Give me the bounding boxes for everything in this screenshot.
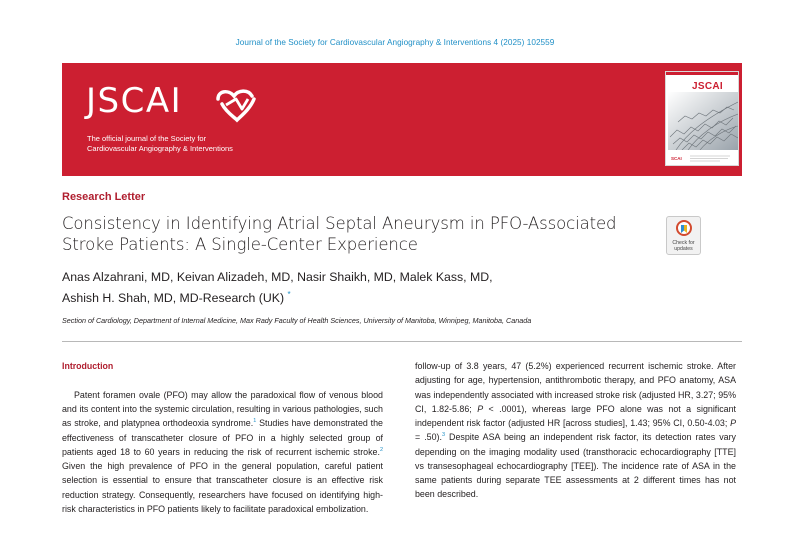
authors-line-2-text: Ashish H. Shah, MD, MD-Research (UK): [62, 291, 285, 306]
citation-3[interactable]: 3: [441, 432, 446, 439]
journal-cover-thumbnail[interactable]: [665, 71, 739, 166]
affiliation: Section of Cardiology, Department of Internal Medicine, Max Rady Faculty of Health Sciences, University of Manitoba, Winnipeg, Manitoba, Canada: [62, 316, 532, 325]
intro-text-3: Given the high prevalence of PFO in the general population, careful patient selection is essential to ensure that transcatheter closure is an effective risk reduction strategy. Consequently, researchers have focused on identifying high-risk characteristics in PFO patients likely to facilitate paradoxical embolization.: [62, 461, 383, 514]
cover-foot-text: [690, 155, 734, 164]
right-column: [415, 359, 736, 502]
results-text-1: follow-up of 3.8 years, 47 (5.2%) experienced recurrent ischemic stroke. After adjusting for age, hypertension, antithrombotic therapy, and PFO anatomy, ASA was independently associated with increased stroke risk (adjusted HR, 3.27; 95% CI, 1.82-5.86;: [415, 361, 736, 414]
authors-line-1: Anas Alzahrani, MD, Keivan Alizadeh, MD, Nasir Shaikh, MD, Malek Kass, MD,: [62, 270, 493, 284]
article-title: [62, 213, 632, 255]
article-type: Research Letter: [62, 191, 146, 203]
citation-1[interactable]: 1: [253, 418, 257, 425]
cover-fine-print: [690, 155, 734, 163]
left-column: [62, 359, 383, 516]
tagline-line-2: Cardiovascular Angiography & Interventions: [87, 144, 233, 153]
authors-line-2: [62, 286, 622, 307]
introduction-heading: Introduction: [62, 361, 114, 371]
results-paragraph: [415, 359, 736, 502]
cover-band: [666, 72, 738, 75]
tagline-line-1: The official journal of the Society for: [87, 134, 207, 143]
journal-banner: [62, 63, 742, 176]
corresponding-author-marker[interactable]: *: [287, 290, 291, 299]
p-value-symbol-2: P: [730, 418, 736, 428]
results-text-3: = .50).: [415, 432, 442, 443]
check-for-updates-button[interactable]: [666, 216, 701, 255]
banner-tagline: [87, 134, 307, 154]
results-text-4: Despite ASA being an independent risk factor, its detection rates vary depending on the imaging modality used (transthoracic echocardiography [TTE] vs transesophageal echocardiography [TEE]). The incidence rate of ASA in the same patients during separate TEE assessments at 2 different times has not been described.: [415, 432, 736, 500]
introduction-paragraph: [62, 388, 383, 516]
cover-logo: JSCAI: [692, 81, 723, 92]
results-text-2: < .0001), whereas large PFO alone was not a significant independent risk factor (adjusted HR [across studies], 1.43; 95% CI, 0.50-4.03;: [415, 403, 737, 428]
author-list: [62, 268, 622, 307]
heart-logo-icon: [214, 87, 264, 123]
cover-foot-logo: SCAI: [671, 156, 682, 161]
divider: [62, 341, 742, 342]
bookmark-icon: [676, 220, 692, 239]
check-updates-line-1: Check for: [672, 240, 695, 246]
cover-stent-image: [668, 92, 738, 150]
citation-2[interactable]: 2: [379, 446, 383, 453]
journal-reference[interactable]: Journal of the Society for Cardiovascular Angiography & Interventions 4 (2025) 102559: [235, 38, 555, 47]
jscai-logo: JSCAI: [86, 81, 183, 121]
title-line-1: Consistency in Identifying Atrial Septal Aneurysm in PFO-Associated: [62, 214, 617, 233]
check-for-updates-label: [667, 240, 700, 252]
check-updates-line-2: updates: [674, 246, 693, 252]
intro-text-1: Patent foramen ovale (PFO) may allow the paradoxical flow of venous blood and its content into the systemic circulation, resulting in various pathologies, such as stroke, and platypnea orthodeoxia syndrome.: [62, 389, 383, 429]
intro-text-2: Studies have demonstrated the effectiveness of transcatheter closure of PFO in a highly selected group of patients aged 18 to 60 years in reducing the risk of recurrent ischemic stroke.: [62, 418, 383, 457]
p-value-symbol-1: P: [477, 403, 484, 414]
title-line-2: Stroke Patients: A Single-Center Experience: [62, 235, 418, 254]
